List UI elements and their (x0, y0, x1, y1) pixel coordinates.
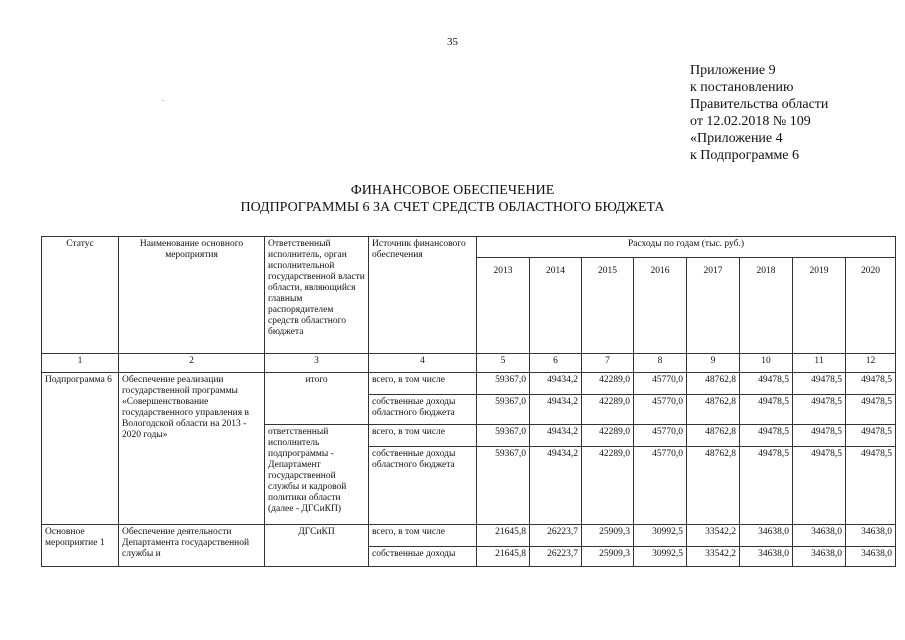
value-cell: 49434,2 (530, 447, 582, 525)
year-header: 2015 (582, 258, 634, 354)
value-cell: 49478,5 (740, 373, 793, 395)
value-cell: 49478,5 (793, 373, 846, 395)
responsible-cell: ДГСиКП (265, 525, 369, 567)
appendix-line: к Подпрограмме 6 (690, 148, 800, 163)
column-number: 10 (740, 354, 793, 373)
table-row (42, 525, 896, 547)
source-cell: собственные доходы областного бюджета (369, 395, 477, 425)
year-header: 2018 (740, 258, 793, 354)
appendix-line: к постановлению (690, 80, 794, 95)
value-cell: 45770,0 (634, 373, 687, 395)
value-cell: 49434,2 (530, 425, 582, 447)
value-cell: 59367,0 (477, 395, 530, 425)
value-cell: 45770,0 (634, 447, 687, 525)
header-expenses: Расходы по годам (тыс. руб.) (477, 237, 896, 258)
column-number: 8 (634, 354, 687, 373)
header-row (42, 237, 896, 258)
header-responsible: Ответственный исполнитель, орган исполнительной государственной власти области, являющийся главным распорядителем средств областного бюджета (265, 237, 369, 354)
column-number: 2 (119, 354, 265, 373)
value-cell: 21645,8 (477, 547, 530, 567)
page-number: 35 (447, 36, 458, 48)
source-cell: всего, в том числе (369, 525, 477, 547)
source-cell: всего, в том числе (369, 425, 477, 447)
value-cell: 42289,0 (582, 373, 634, 395)
value-cell: 34638,0 (846, 525, 896, 547)
value-cell: 59367,0 (477, 373, 530, 395)
value-cell: 49478,5 (740, 395, 793, 425)
scan-speck (162, 100, 164, 101)
value-cell: 49478,5 (740, 447, 793, 525)
value-cell: 33542,2 (687, 547, 740, 567)
value-cell: 33542,2 (687, 525, 740, 547)
title-line-1: ФИНАНСОВОЕ ОБЕСПЕЧЕНИЕ (350, 183, 555, 198)
value-cell: 34638,0 (793, 525, 846, 547)
table-row (42, 373, 896, 395)
value-cell: 21645,8 (477, 525, 530, 547)
source-cell: собственные доходы (369, 547, 477, 567)
header-status: Статус (42, 237, 119, 354)
value-cell: 48762,8 (687, 425, 740, 447)
column-number-row (42, 354, 896, 373)
year-header: 2020 (846, 258, 896, 354)
column-number: 7 (582, 354, 634, 373)
header-source: Источник финансового обеспечения (369, 237, 477, 354)
value-cell: 49478,5 (846, 373, 896, 395)
value-cell: 25909,3 (582, 547, 634, 567)
source-cell: собственные доходы областного бюджета (369, 447, 477, 525)
appendix-line: «Приложение 4 (690, 131, 783, 146)
responsible-cell: итого (265, 373, 369, 425)
column-number: 3 (265, 354, 369, 373)
activity-name-cell: Обеспечение деятельности Департамента государственной службы и (119, 525, 265, 567)
responsible-cell: ответственный исполнитель подпрограммы - Департамент государственной службы и кадровой политики области (далее - ДГСиКП) (265, 425, 369, 525)
appendix-line: Правительства области (690, 97, 829, 112)
value-cell: 49434,2 (530, 395, 582, 425)
value-cell: 42289,0 (582, 447, 634, 525)
header-name: Наименование основного мероприятия (119, 237, 265, 354)
value-cell: 49478,5 (846, 395, 896, 425)
value-cell: 25909,3 (582, 525, 634, 547)
year-header: 2017 (687, 258, 740, 354)
column-number: 1 (42, 354, 119, 373)
value-cell: 49478,5 (793, 447, 846, 525)
activity-name-cell: Обеспечение реализации государственной программы «Совершенствование государственного управления в Вологодской области на 2013 - 2020 годы» (119, 373, 265, 525)
value-cell: 26223,7 (530, 525, 582, 547)
year-header: 2016 (634, 258, 687, 354)
year-header: 2013 (477, 258, 530, 354)
value-cell: 49434,2 (530, 373, 582, 395)
column-number: 5 (477, 354, 530, 373)
value-cell: 34638,0 (740, 525, 793, 547)
source-cell: всего, в том числе (369, 373, 477, 395)
value-cell: 48762,8 (687, 447, 740, 525)
year-header: 2019 (793, 258, 846, 354)
value-cell: 49478,5 (846, 447, 896, 525)
value-cell: 26223,7 (530, 547, 582, 567)
column-number: 12 (846, 354, 896, 373)
value-cell: 34638,0 (793, 547, 846, 567)
status-cell: Подпрограмма 6 (42, 373, 119, 525)
value-cell: 45770,0 (634, 425, 687, 447)
value-cell: 59367,0 (477, 447, 530, 525)
column-number: 11 (793, 354, 846, 373)
value-cell: 49478,5 (793, 395, 846, 425)
value-cell: 48762,8 (687, 395, 740, 425)
column-number: 9 (687, 354, 740, 373)
value-cell: 42289,0 (582, 395, 634, 425)
column-number: 6 (530, 354, 582, 373)
finance-table (41, 236, 896, 567)
value-cell: 34638,0 (846, 547, 896, 567)
value-cell: 48762,8 (687, 373, 740, 395)
appendix-note (690, 62, 828, 164)
value-cell: 30992,5 (634, 525, 687, 547)
appendix-line: от 12.02.2018 № 109 (690, 114, 811, 129)
column-number: 4 (369, 354, 477, 373)
value-cell: 49478,5 (846, 425, 896, 447)
year-header: 2014 (530, 258, 582, 354)
title-line-2: ПОДПРОГРАММЫ 6 ЗА СЧЕТ СРЕДСТВ ОБЛАСТНОГО БЮДЖЕТА (240, 200, 665, 215)
value-cell: 45770,0 (634, 395, 687, 425)
value-cell: 42289,0 (582, 425, 634, 447)
status-cell: Основное мероприятие 1 (42, 525, 119, 567)
value-cell: 59367,0 (477, 425, 530, 447)
value-cell: 49478,5 (740, 425, 793, 447)
value-cell: 34638,0 (740, 547, 793, 567)
appendix-line: Приложение 9 (690, 63, 776, 78)
value-cell: 49478,5 (793, 425, 846, 447)
document-title (0, 182, 905, 216)
value-cell: 30992,5 (634, 547, 687, 567)
